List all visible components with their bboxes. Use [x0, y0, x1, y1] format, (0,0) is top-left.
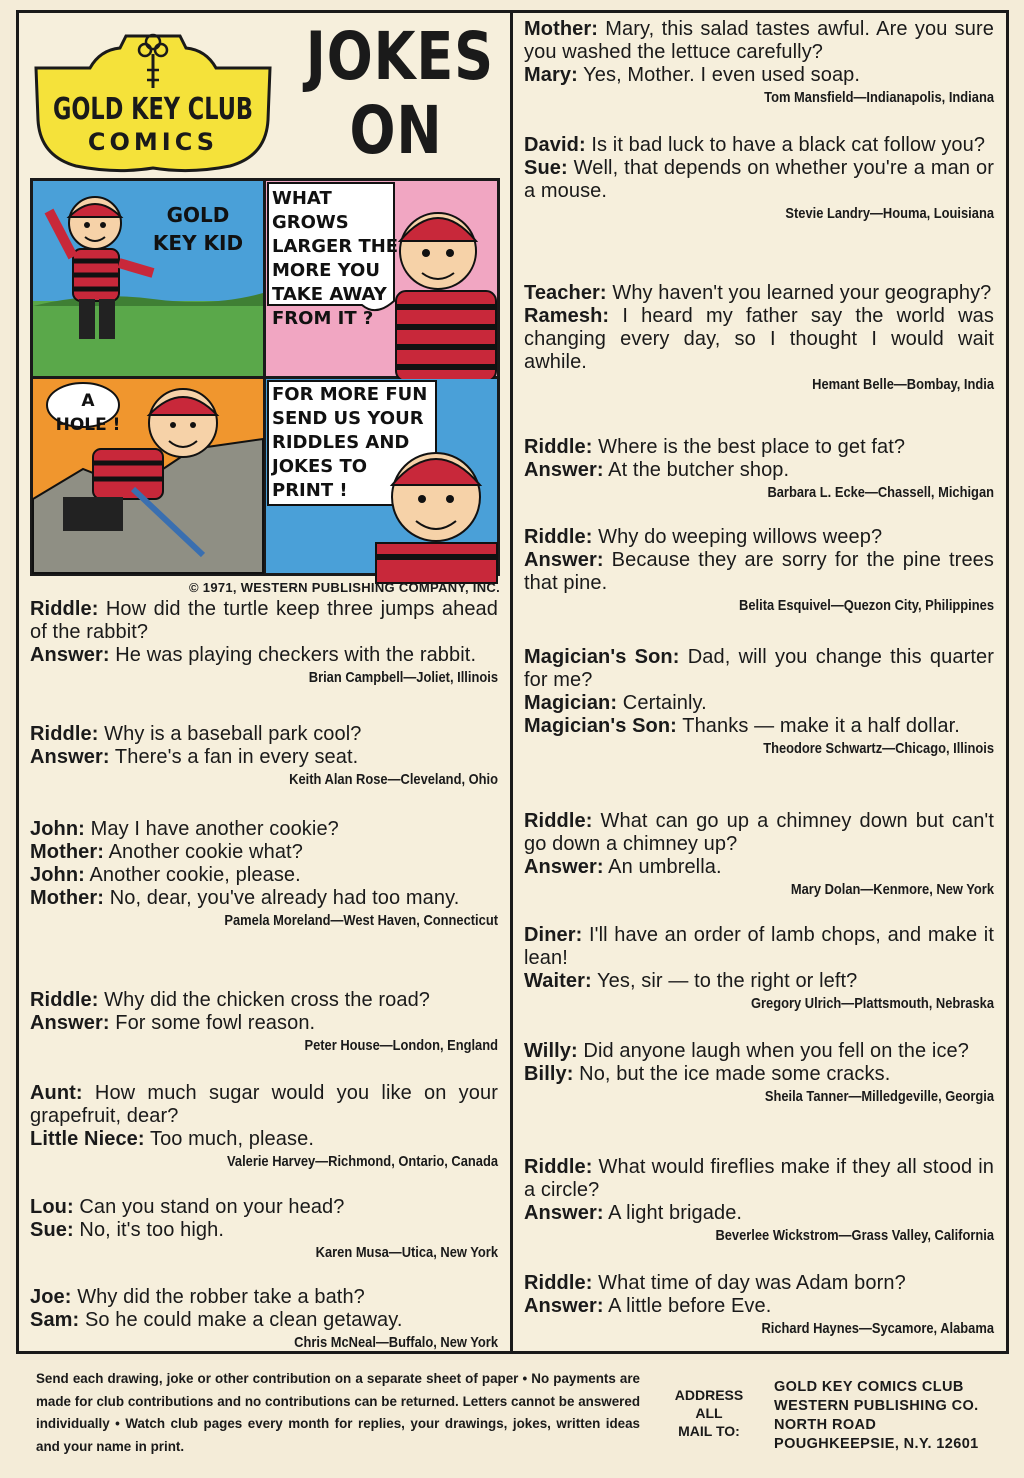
joke-speaker: Aunt:	[30, 1082, 83, 1104]
copyright-notice: © 1971, WESTERN PUBLISHING COMPANY, INC.	[189, 580, 500, 595]
joke-speaker: Answer:	[524, 549, 604, 571]
joke-credit: Stevie Landry—Houma, Louisiana	[785, 205, 994, 222]
joke-text: Yes, sir — to the right or left?	[591, 970, 858, 992]
panel-2-line: LARGER THE	[272, 236, 399, 257]
joke-credit: Barbara L. Ecke—Chassell, Michigan	[767, 484, 994, 501]
panel-1-line: GOLD	[166, 203, 230, 227]
comic-panel-2	[266, 181, 497, 376]
joke-speaker: Riddle:	[30, 598, 99, 620]
joke-line	[30, 864, 498, 887]
joke-speaker: Mary:	[524, 64, 578, 86]
joke-entry	[524, 18, 994, 108]
address-line: GOLD KEY COMICS CLUB	[774, 1379, 964, 1395]
panel-1-caption	[143, 201, 253, 257]
joke-speaker: Answer:	[524, 1202, 604, 1224]
joke-line	[524, 715, 994, 738]
gold-key-club-logo	[30, 28, 276, 174]
panel-2-line: TAKE AWAY	[272, 284, 387, 305]
joke-line	[524, 1040, 994, 1063]
joke-speaker: Riddle:	[524, 1272, 593, 1294]
joke-credit: Belita Esquivel—Quezon City, Philippines	[739, 597, 994, 614]
joke-line	[524, 1063, 994, 1086]
joke-speaker: John:	[30, 864, 85, 886]
panel-4-caption	[272, 383, 442, 503]
joke-speaker: Sue:	[30, 1219, 74, 1241]
joke-speaker: Lou:	[30, 1196, 74, 1218]
joke-text: Why did the chicken cross the road?	[98, 989, 431, 1011]
logo-line-1: GOLD KEY CLUB	[53, 92, 253, 127]
joke-text: Is it bad luck to have a black cat follow you?	[585, 134, 986, 156]
panel-4-line: PRINT !	[272, 480, 348, 501]
joke-entry	[524, 282, 994, 395]
joke-credit: Peter House—London, England	[304, 1037, 498, 1054]
contribution-rules: Send each drawing, joke or other contribution on a separate sheet of paper • No payments are made for club contributions and no contributions can be returned. Letters cannot be answered individually • Watch club pages every month for replies, your drawings, jokes, written ideas and your name in print.	[36, 1371, 640, 1454]
address-line: POUGHKEEPSIE, N.Y. 12601	[774, 1436, 979, 1452]
joke-line	[30, 1309, 498, 1332]
joke-line	[524, 856, 994, 879]
panel-2-line: WHAT GROWS	[272, 188, 349, 233]
joke-text: No, but the ice made some cracks.	[573, 1063, 891, 1085]
joke-entry	[30, 818, 498, 931]
comic-panel-4	[266, 379, 497, 573]
address-label-line: ADDRESS	[674, 1387, 744, 1403]
joke-line	[524, 134, 994, 157]
joke-entry	[524, 436, 994, 503]
joke-text: Too much, please.	[144, 1128, 314, 1150]
joke-line	[30, 1128, 498, 1151]
joke-entry	[30, 723, 498, 790]
joke-speaker: Answer:	[30, 644, 110, 666]
title-line-1: JOKES	[305, 18, 494, 95]
joke-line	[524, 459, 994, 482]
joke-speaker: Ramesh:	[524, 305, 610, 327]
joke-line	[30, 841, 498, 864]
joke-line	[524, 305, 994, 374]
joke-line	[30, 723, 498, 746]
joke-entry	[524, 1156, 994, 1246]
joke-line	[30, 1286, 498, 1309]
joke-text: Why haven't you learned your geography?	[606, 282, 992, 304]
joke-text: Why is a baseball park cool?	[98, 723, 362, 745]
joke-speaker: Sue:	[524, 157, 568, 179]
joke-credit: Mary Dolan—Kenmore, New York	[790, 881, 994, 898]
joke-text: At the butcher shop.	[603, 459, 790, 481]
joke-speaker: Answer:	[524, 856, 604, 878]
joke-speaker: Riddle:	[30, 723, 99, 745]
joke-credit: Tom Mansfield—Indianapolis, Indiana	[764, 89, 994, 106]
address-label-line: ALL	[695, 1405, 723, 1421]
joke-speaker: Riddle:	[524, 810, 593, 832]
joke-line	[30, 1012, 498, 1035]
joke-entry	[524, 134, 994, 224]
joke-speaker: Willy:	[524, 1040, 578, 1062]
joke-entry	[524, 1272, 994, 1339]
joke-text: Why did the robber take a bath?	[71, 1286, 365, 1308]
joke-text: Certainly.	[617, 692, 707, 714]
joke-speaker: Mother:	[30, 887, 105, 909]
title-line-2: ON	[349, 92, 443, 169]
joke-line	[524, 157, 994, 203]
panel-3-line: HOLE !	[55, 415, 121, 435]
panel-4-line: SEND US YOUR	[272, 408, 424, 429]
panel-2-line: FROM IT ?	[272, 308, 374, 329]
joke-text: How much sugar would you like on your grapefruit, dear?	[30, 1082, 498, 1127]
joke-line	[524, 1202, 994, 1225]
joke-text: What time of day was Adam born?	[592, 1272, 906, 1294]
joke-credit: Valerie Harvey—Richmond, Ontario, Canada	[227, 1153, 499, 1170]
joke-text: What can go up a chimney down but can't go down a chimney up?	[524, 810, 994, 855]
joke-text: What would fireflies make if they all stood in a circle?	[524, 1156, 994, 1201]
joke-speaker: Answer:	[524, 1295, 604, 1317]
joke-text: Mary, this salad tastes awful. Are you sure you washed the lettuce carefully?	[524, 18, 994, 63]
joke-text: I heard my father say the world was changing every day, so I thought I would wait awhile.	[524, 305, 994, 373]
joke-text: How did the turtle keep three jumps ahead of the rabbit?	[30, 598, 498, 643]
joke-line	[524, 436, 994, 459]
joke-text: Did anyone laugh when you fell on the ice?	[577, 1040, 969, 1062]
joke-line	[30, 1196, 498, 1219]
joke-line	[524, 970, 994, 993]
address-line: WESTERN PUBLISHING CO.	[774, 1398, 979, 1414]
joke-entry	[30, 1286, 498, 1353]
logo-shield-icon	[30, 28, 276, 174]
comic-panel-1	[33, 181, 263, 376]
joke-text: He was playing checkers with the rabbit.	[109, 644, 477, 666]
joke-line	[30, 644, 498, 667]
panel-2-caption	[272, 187, 402, 331]
joke-entry	[30, 989, 498, 1056]
joke-credit: Beverlee Wickstrom—Grass Valley, California	[715, 1227, 994, 1244]
joke-speaker: Answer:	[30, 1012, 110, 1034]
joke-text: An umbrella.	[603, 856, 722, 878]
joke-line	[524, 646, 994, 692]
joke-credit: Karen Musa—Utica, New York	[315, 1244, 498, 1261]
joke-text: For some fowl reason.	[109, 1012, 316, 1034]
joke-credit: Richard Haynes—Sycamore, Alabama	[761, 1320, 994, 1337]
joke-entry	[30, 1082, 498, 1172]
comic-panel-3	[33, 379, 263, 573]
joke-line	[524, 526, 994, 549]
joke-line	[30, 989, 498, 1012]
joke-speaker: Sam:	[30, 1309, 80, 1331]
joke-credit: Pamela Moreland—West Haven, Connecticut	[224, 912, 498, 929]
joke-text: Well, that depends on whether you're a man or a mouse.	[524, 157, 994, 202]
panel-4-line: FOR MORE FUN	[272, 384, 428, 405]
address-label-line: MAIL TO:	[678, 1423, 740, 1439]
joke-line	[524, 1272, 994, 1295]
joke-line	[524, 692, 994, 715]
joke-line	[524, 18, 994, 64]
joke-text: Where is the best place to get fat?	[592, 436, 906, 458]
joke-line	[524, 64, 994, 87]
joke-speaker: Little Niece:	[30, 1128, 145, 1150]
joke-entry	[524, 646, 994, 759]
joke-credit: Theodore Schwartz—Chicago, Illinois	[763, 740, 994, 757]
joke-line	[524, 810, 994, 856]
address-label	[672, 1386, 746, 1440]
joke-speaker: Magician:	[524, 692, 618, 714]
joke-speaker: David:	[524, 134, 586, 156]
joke-line	[30, 598, 498, 644]
joke-credit: Brian Campbell—Joliet, Illinois	[308, 669, 498, 686]
joke-text: A light brigade.	[603, 1202, 743, 1224]
logo-line-2: COMICS	[87, 128, 219, 156]
joke-entry	[524, 1040, 994, 1107]
joke-line	[30, 818, 498, 841]
joke-credit: Hemant Belle—Bombay, India	[812, 376, 994, 393]
joke-line	[30, 887, 498, 910]
joke-text: There's a fan in every seat.	[109, 746, 359, 768]
joke-credit: Sheila Tanner—Milledgeville, Georgia	[764, 1088, 994, 1105]
joke-text: Another cookie, please.	[84, 864, 301, 886]
joke-speaker: Waiter:	[524, 970, 592, 992]
joke-speaker: Mother:	[524, 18, 599, 40]
panel-3-caption	[53, 389, 123, 437]
column-divider	[510, 10, 513, 1354]
panel-4-line: JOKES TO	[272, 456, 368, 477]
joke-text: Thanks — make it a half dollar.	[676, 715, 960, 737]
comic-strip	[30, 178, 500, 576]
joke-line	[524, 924, 994, 970]
panel-2-line: MORE YOU	[272, 260, 380, 281]
joke-text: Why do weeping willows weep?	[592, 526, 883, 548]
joke-speaker: Riddle:	[524, 1156, 593, 1178]
panel-4-line: RIDDLES AND	[272, 432, 410, 453]
joke-text: Dad, will you change this quarter for me?	[524, 646, 994, 691]
joke-speaker: Mother:	[30, 841, 105, 863]
panel-1-line: KEY KID	[152, 231, 244, 255]
joke-speaker: Teacher:	[524, 282, 607, 304]
joke-text: So he could make a clean getaway.	[79, 1309, 403, 1331]
joke-text: Another cookie what?	[104, 841, 303, 863]
joke-line	[524, 282, 994, 305]
joke-text: A little before Eve.	[603, 1295, 772, 1317]
joke-entry	[524, 810, 994, 900]
joke-text: I'll have an order of lamb chops, and make it lean!	[524, 924, 994, 969]
joke-line	[524, 1295, 994, 1318]
joke-text: Can you stand on your head?	[73, 1196, 345, 1218]
joke-speaker: Riddle:	[524, 526, 593, 548]
joke-text: May I have another cookie?	[84, 818, 339, 840]
joke-speaker: Answer:	[30, 746, 110, 768]
joke-line	[524, 549, 994, 595]
joke-entry	[524, 526, 994, 616]
joke-speaker: Riddle:	[524, 436, 593, 458]
joke-speaker: Answer:	[524, 459, 604, 481]
joke-speaker: Diner:	[524, 924, 583, 946]
joke-line	[30, 1219, 498, 1242]
joke-speaker: John:	[30, 818, 85, 840]
joke-speaker: Billy:	[524, 1063, 574, 1085]
joke-speaker: Magician's Son:	[524, 715, 677, 737]
joke-text: No, dear, you've already had too many.	[104, 887, 460, 909]
joke-entry	[30, 598, 498, 688]
joke-speaker: Joe:	[30, 1286, 72, 1308]
joke-text: No, it's too high.	[73, 1219, 224, 1241]
joke-line	[524, 1156, 994, 1202]
joke-text: Yes, Mother. I even used soap.	[577, 64, 861, 86]
joke-line	[30, 1082, 498, 1128]
joke-credit: Chris McNeal—Buffalo, New York	[294, 1334, 498, 1351]
joke-credit: Gregory Ulrich—Plattsmouth, Nebraska	[750, 995, 994, 1012]
address-line: NORTH ROAD	[774, 1417, 877, 1433]
mailing-address	[774, 1378, 1004, 1454]
joke-entry	[524, 924, 994, 1014]
joke-speaker: Riddle:	[30, 989, 99, 1011]
joke-line	[30, 746, 498, 769]
joke-speaker: Magician's Son:	[524, 646, 680, 668]
joke-credit: Keith Alan Rose—Cleveland, Ohio	[289, 771, 498, 788]
joke-entry	[30, 1196, 498, 1263]
joke-text: Because they are sorry for the pine trees that pine.	[524, 549, 994, 594]
panel-3-line: A	[81, 391, 95, 411]
